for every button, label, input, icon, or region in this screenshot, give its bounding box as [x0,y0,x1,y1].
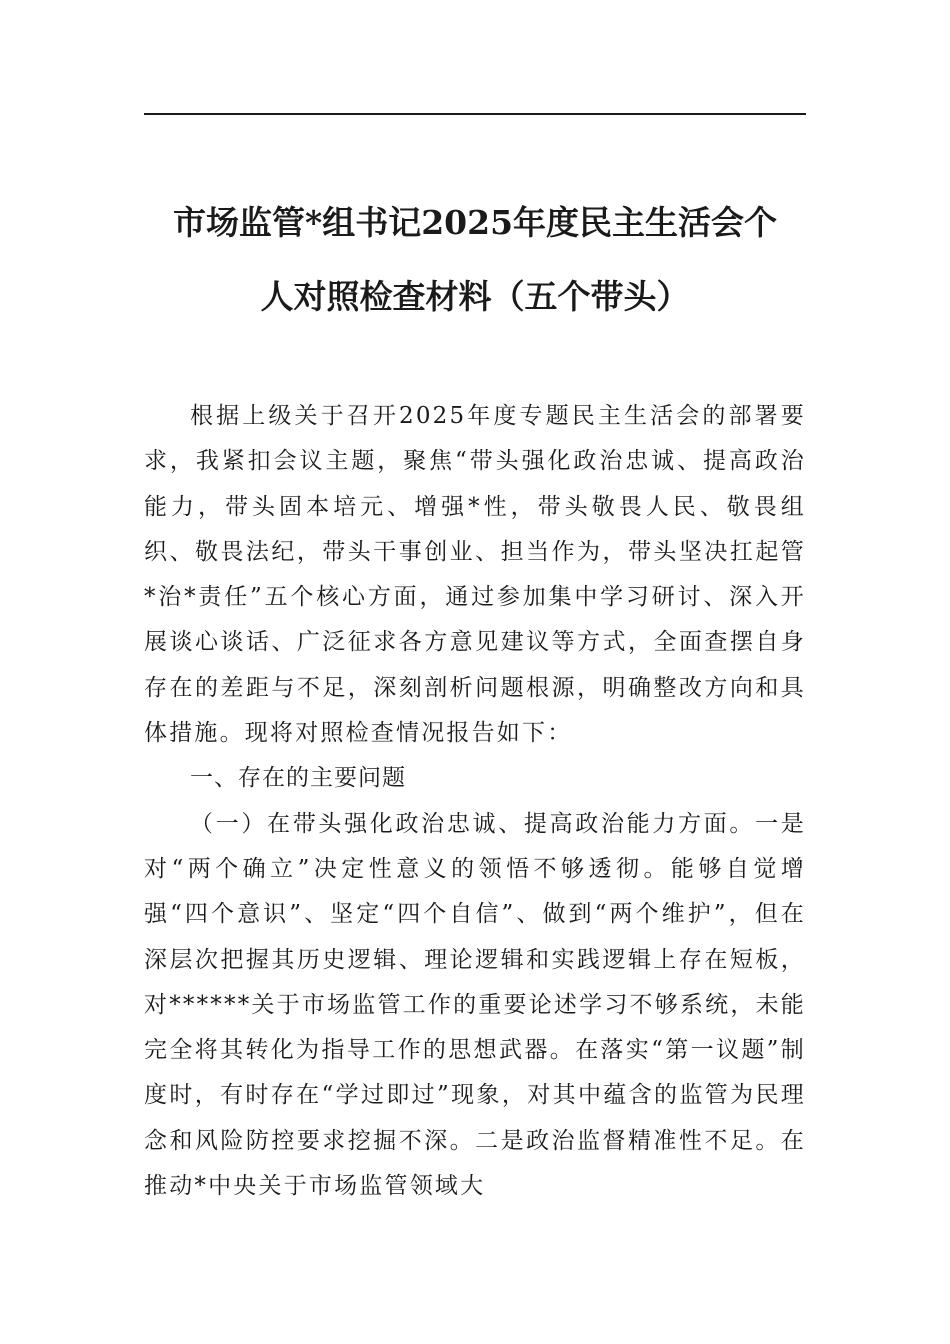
title-line-1: 市场监管*组书记2025年度民主生活会个 [172,203,778,242]
document-title [144,186,806,334]
section-paragraph: （一）在带头强化政治忠诚、提高政治能力方面。一是对“两个确立”决定性意义的领悟不够透彻。能够自觉增强“四个意识”、坚定“四个自信”、做到“两个维护”，但在深层次把握其历史逻辑、理论逻辑和实践逻辑上存在短板，对******关于市场监管工作的重要论述学习不够系统，未能完全将其转化为指导工作的思想武器。在落实“第一议题”制度时，有时存在“学过即过”现象，对其中蕴含的监管为民理念和风险防控要求挖掘不深。二是政治监督精准性不足。在推动*中央关于市场监管领域大 [144,810,806,1200]
header-rule [144,113,806,115]
title-line-2: 人对照检查材料（五个带头） [260,277,690,316]
intro-paragraph: 根据上级关于召开2025年度专题民主生活会的部署要求，我紧扣会议主题，聚焦“带头强化政治忠诚、提高政治能力，带头固本培元、增强*性，带头敬畏人民、敬畏组织、敬畏法纪，带头干事创业、担当作为，带头坚决扛起管*治*责任”五个核心方面，通过参加集中学习研讨、深入开展谈心谈话、广泛征求各方意见建议等方式，全面查摆自身存在的差距与不足，深刻剖析问题根源，明确整改方向和具体措施。现将对照检查情况报告如下： [144,403,806,747]
section-heading: 一、存在的主要问题 [190,765,406,792]
document-body [144,394,806,1209]
